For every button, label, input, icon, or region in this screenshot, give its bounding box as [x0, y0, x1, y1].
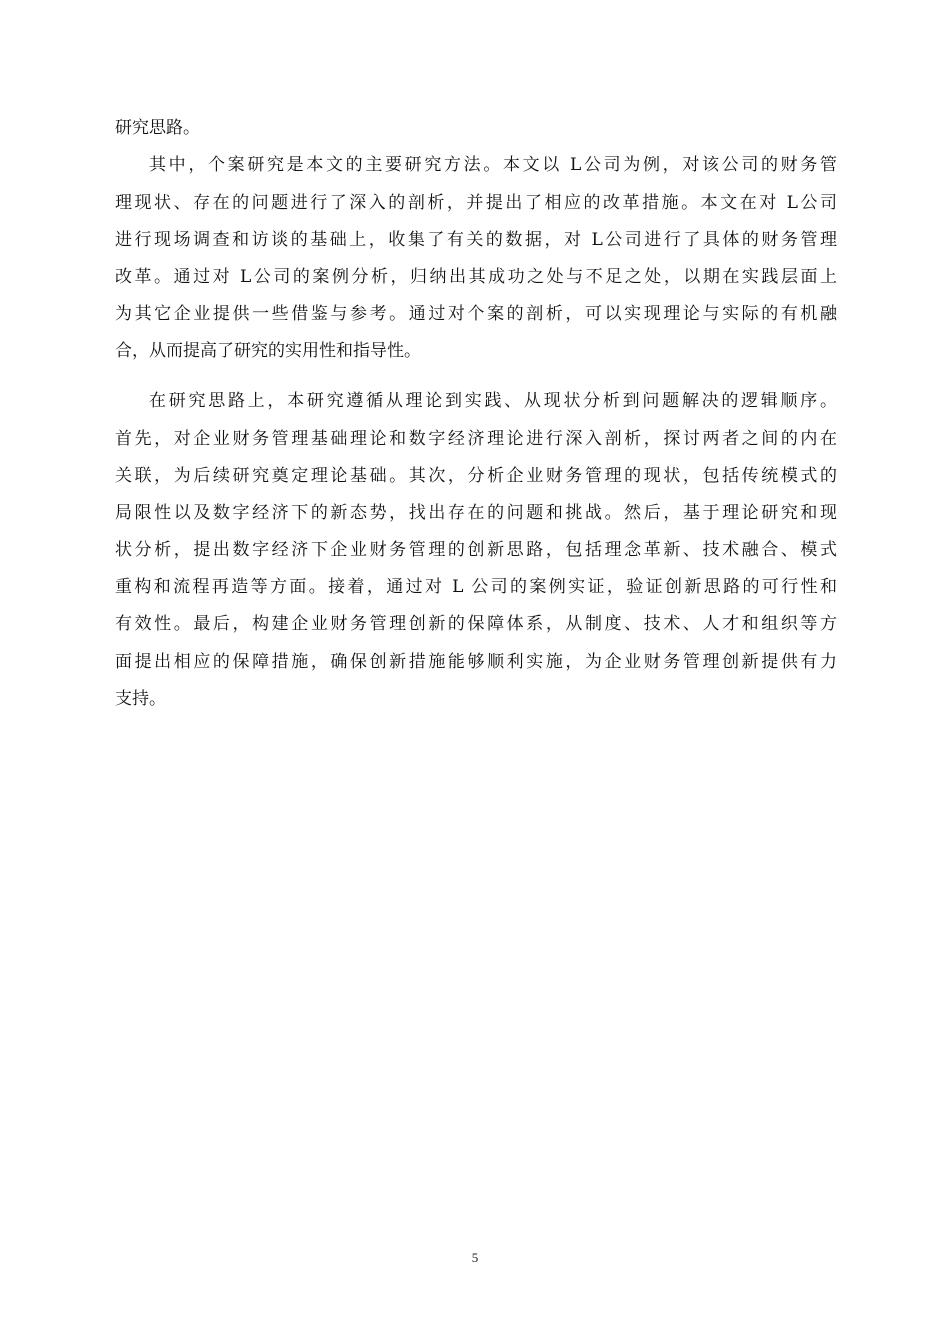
- paragraph-line: 其中，个案研究是本文的主要研究方法。本文以 L公司为例，对该公司的财务管: [149, 155, 837, 175]
- paragraph-line: 在研究思路上，本研究遵循从理论到实践、从现状分析到问题解决的逻辑顺序。: [149, 391, 837, 411]
- paragraph-line: 有效性。最后，构建企业财务管理创新的保障体系，从制度、技术、人才和组织等方: [115, 614, 837, 634]
- page-number: 5: [471, 1250, 479, 1265]
- paragraph-line: 关联，为后续研究奠定理论基础。其次，分析企业财务管理的现状，包括传统模式的: [115, 466, 837, 486]
- paragraph-line: 为其它企业提供一些借鉴与参考。通过对个案的剖析，可以实现理论与实际的有机融: [115, 304, 837, 324]
- paragraph-line: 支持。: [115, 689, 166, 709]
- paragraph-line: 局限性以及数字经济下的新态势，找出存在的问题和挑战。然后，基于理论研究和现: [115, 503, 837, 523]
- paragraph-line: 研究思路。: [115, 118, 200, 138]
- paragraph-line: 重构和流程再造等方面。接着，通过对 L 公司的案例实证，验证创新思路的可行性和: [115, 577, 837, 597]
- paragraph-line: 面提出相应的保障措施，确保创新措施能够顺利实施，为企业财务管理创新提供有力: [115, 652, 837, 672]
- paragraph-line: 理现状、存在的问题进行了深入的剖析，并提出了相应的改革措施。本文在对 L公司: [115, 193, 837, 213]
- paragraph-line: 首先，对企业财务管理基础理论和数字经济理论进行深入剖析，探讨两者之间的内在: [115, 429, 837, 449]
- paragraph-line: 改革。通过对 L公司的案例分析，归纳出其成功之处与不足之处，以期在实践层面上: [115, 267, 837, 287]
- paragraph-line: 进行现场调查和访谈的基础上，收集了有关的数据，对 L公司进行了具体的财务管理: [115, 230, 837, 250]
- paragraph-line: 合，从而提高了研究的实用性和指导性。: [115, 341, 421, 361]
- paragraph-line: 状分析，提出数字经济下企业财务管理的创新思路，包括理念革新、技术融合、模式: [115, 540, 837, 560]
